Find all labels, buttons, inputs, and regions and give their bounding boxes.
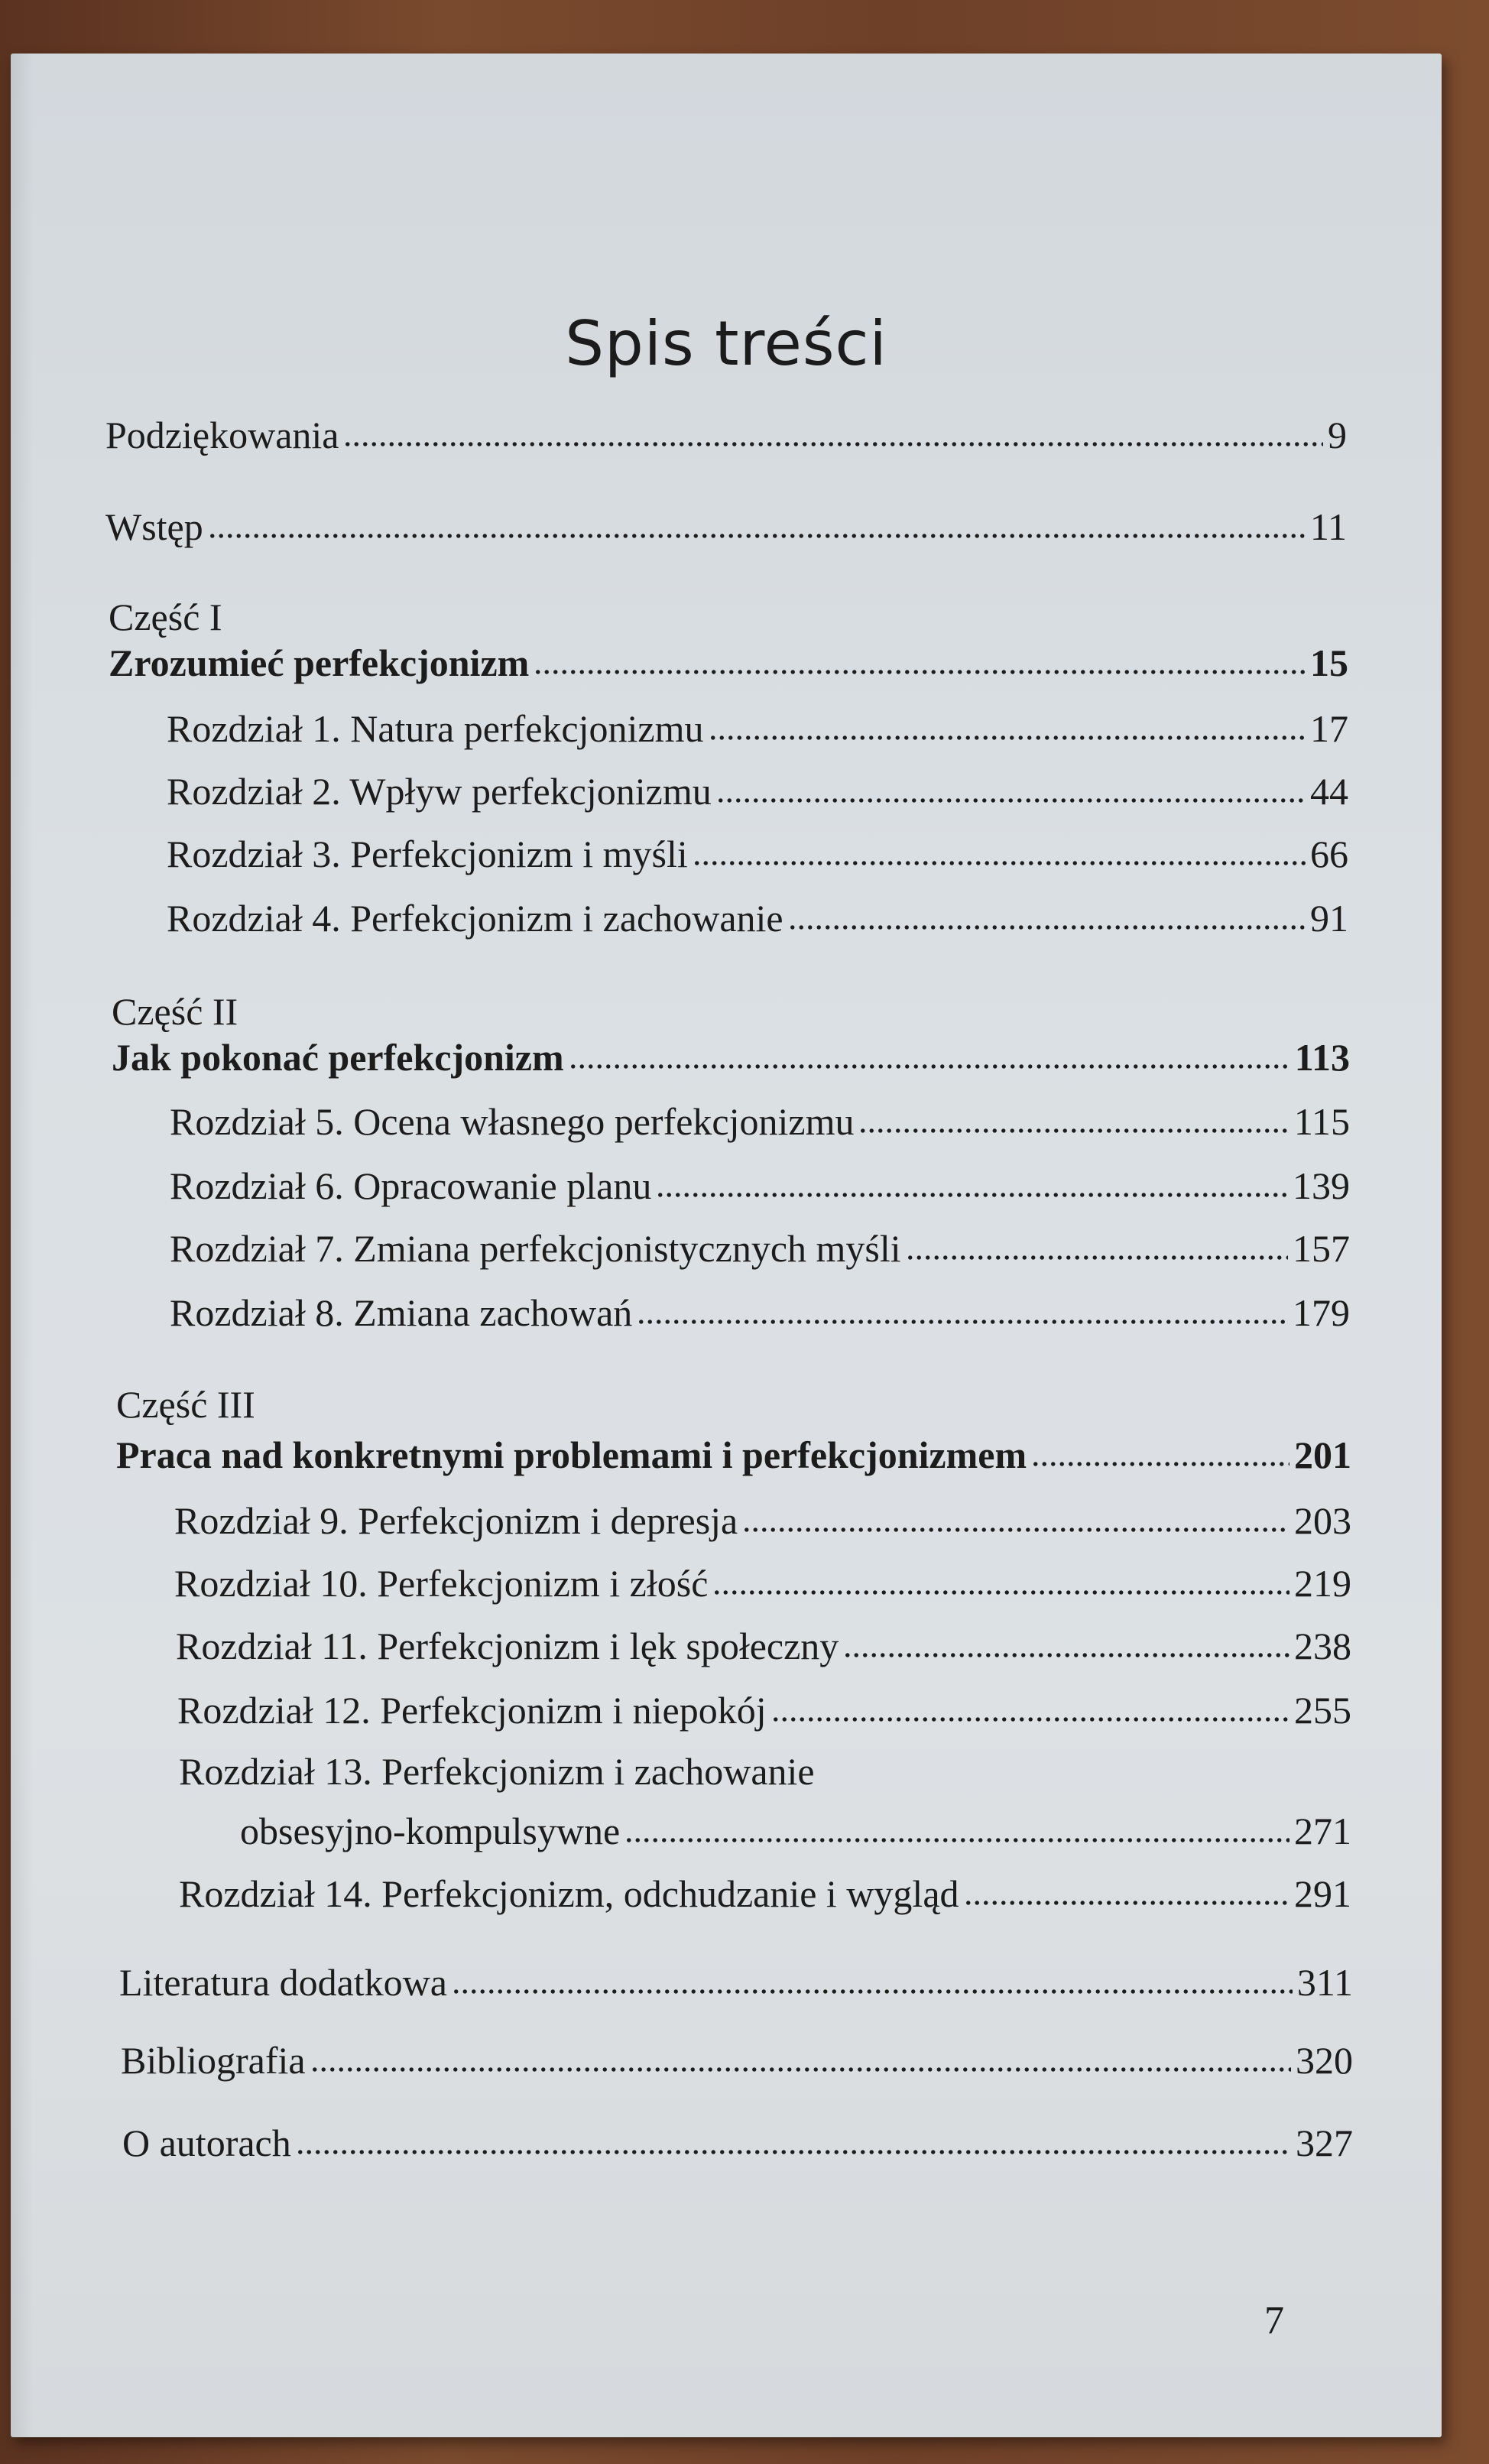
toc-entry-title: Jak pokonać perfekcjonizm [112, 1036, 564, 1079]
toc-entry-title: Rozdział 3. Perfekcjonizm i myśli [167, 833, 688, 875]
dot-leader [771, 1717, 1289, 1722]
toc-entry-title: O autorach [122, 2122, 291, 2164]
part-label: Część III [116, 1383, 255, 1426]
toc-chapter [170, 1164, 1350, 1207]
toc-entry-page: 179 [1293, 1291, 1350, 1334]
dot-leader [637, 1320, 1288, 1324]
toc-entry-title: Podziękowania [105, 414, 339, 456]
toc-chapter-title-line1: Rozdział 13. Perfekcjonizm i zachowanie [179, 1750, 815, 1793]
toc-entry-title: Rozdział 7. Zmiana perfekcjonistycznych myśli [170, 1227, 901, 1270]
toc-entry-page: 139 [1293, 1164, 1350, 1207]
dot-leader [693, 861, 1306, 865]
toc-entry-title: Rozdział 12. Perfekcjonizm i niepokój [177, 1689, 767, 1732]
toc-entry-title: Bibliografia [121, 2039, 306, 2082]
toc-chapter [167, 897, 1348, 940]
toc-entry-page: 327 [1296, 2122, 1353, 2164]
toc-entry-title: Rozdział 9. Perfekcjonizm i depresja [174, 1499, 738, 1542]
toc-entry-page: 9 [1328, 414, 1347, 456]
dot-leader [742, 1527, 1289, 1532]
dot-leader [208, 534, 1306, 538]
dot-leader [1031, 1462, 1289, 1466]
dot-leader [843, 1653, 1289, 1657]
toc-entry-title: Praca nad konkretnymi problemami i perfekcjonizmem [116, 1433, 1027, 1476]
dot-leader [858, 1128, 1289, 1133]
toc-entry-title: Literatura dodatkowa [119, 1961, 447, 2004]
table-of-contents [11, 54, 1442, 2437]
toc-entry-title: Wstęp [105, 505, 203, 548]
book-page [11, 54, 1442, 2437]
dot-leader [296, 2150, 1291, 2154]
dot-leader [534, 670, 1306, 674]
toc-chapter [170, 1102, 1350, 1141]
toc-chapter [174, 1562, 1351, 1605]
dot-leader [569, 1064, 1290, 1069]
toc-chapter [170, 1291, 1350, 1334]
toc-entry-title: Rozdział 5. Ocena własnego perfekcjonizmu [170, 1100, 855, 1143]
dot-leader [343, 442, 1323, 446]
toc-chapter [170, 1229, 1350, 1268]
toc-entry-page: 203 [1294, 1499, 1351, 1542]
toc-entry-page: 219 [1294, 1562, 1351, 1605]
toc-entry-page: 238 [1294, 1625, 1351, 1667]
dot-leader [310, 2067, 1291, 2072]
toc-chapter [174, 1501, 1351, 1540]
toc-entry-title: Rozdział 14. Perfekcjonizm, odchudzanie i wygląd [179, 1872, 959, 1915]
toc-entry-literatura [119, 1961, 1353, 2004]
dot-leader [964, 1901, 1289, 1905]
toc-entry-title-cont: obsesyjno-kompulsywne [240, 1810, 621, 1852]
dot-leader [624, 1838, 1289, 1842]
toc-chapter [167, 770, 1348, 813]
toc-entry-page: 66 [1310, 833, 1348, 875]
toc-entry-autorzy [122, 2124, 1353, 2162]
dot-leader [788, 925, 1306, 930]
toc-entry-page: 15 [1310, 641, 1348, 684]
toc-chapter [179, 1872, 1351, 1915]
dot-leader [716, 798, 1306, 803]
toc-entry-page: 17 [1310, 707, 1348, 750]
toc-entry-title: Zrozumieć perfekcjonizm [109, 641, 530, 684]
toc-entry-title: Rozdział 8. Zmiana zachowań [170, 1291, 633, 1334]
toc-entry-page: 157 [1293, 1227, 1350, 1270]
toc-entry-title: Rozdział 4. Perfekcjonizm i zachowanie [167, 897, 783, 940]
page-title: Spis treści [565, 308, 887, 379]
toc-entry-page: 255 [1294, 1689, 1351, 1732]
dot-leader [712, 1590, 1289, 1595]
dot-leader [452, 1989, 1293, 1994]
toc-entry-page: 113 [1294, 1036, 1350, 1079]
toc-entry-bibliografia [121, 2039, 1353, 2082]
toc-entry-wstep [105, 505, 1347, 548]
toc-chapter [177, 1689, 1351, 1732]
part-label: Część I [109, 596, 222, 638]
toc-entry-podziekowania [105, 416, 1347, 454]
toc-entry-page: 201 [1294, 1433, 1351, 1476]
toc-entry-title: Rozdział 1. Natura perfekcjonizmu [167, 707, 704, 750]
toc-entry-page: 271 [1294, 1810, 1351, 1852]
toc-entry-title: Rozdział 6. Opracowanie planu [170, 1164, 652, 1207]
toc-entry-title: Rozdział 10. Perfekcjonizm i złość [174, 1562, 709, 1605]
toc-entry-page: 291 [1294, 1872, 1351, 1915]
toc-entry-page: 115 [1293, 1100, 1350, 1143]
toc-entry-page: 11 [1309, 505, 1347, 548]
part-heading [109, 641, 1348, 684]
part-heading [116, 1433, 1351, 1476]
toc-chapter [167, 709, 1348, 748]
toc-entry-title: Rozdział 2. Wpływ perfekcjonizmu [167, 770, 712, 813]
toc-entry-page: 320 [1296, 2039, 1353, 2082]
toc-entry-title: Rozdział 11. Perfekcjonizm i lęk społeczny [176, 1625, 839, 1667]
toc-chapter [176, 1627, 1351, 1665]
dot-leader [709, 735, 1306, 740]
dot-leader [906, 1255, 1288, 1260]
toc-entry-page: 44 [1310, 770, 1348, 813]
part-heading [112, 1036, 1350, 1079]
dot-leader [656, 1193, 1288, 1197]
toc-entry-page: 311 [1296, 1961, 1353, 2004]
toc-entry-page: 91 [1310, 897, 1348, 940]
toc-chapter [167, 835, 1348, 873]
page-number: 7 [1264, 2299, 1284, 2342]
part-label: Część II [112, 990, 238, 1033]
toc-chapter [240, 1812, 1351, 1850]
